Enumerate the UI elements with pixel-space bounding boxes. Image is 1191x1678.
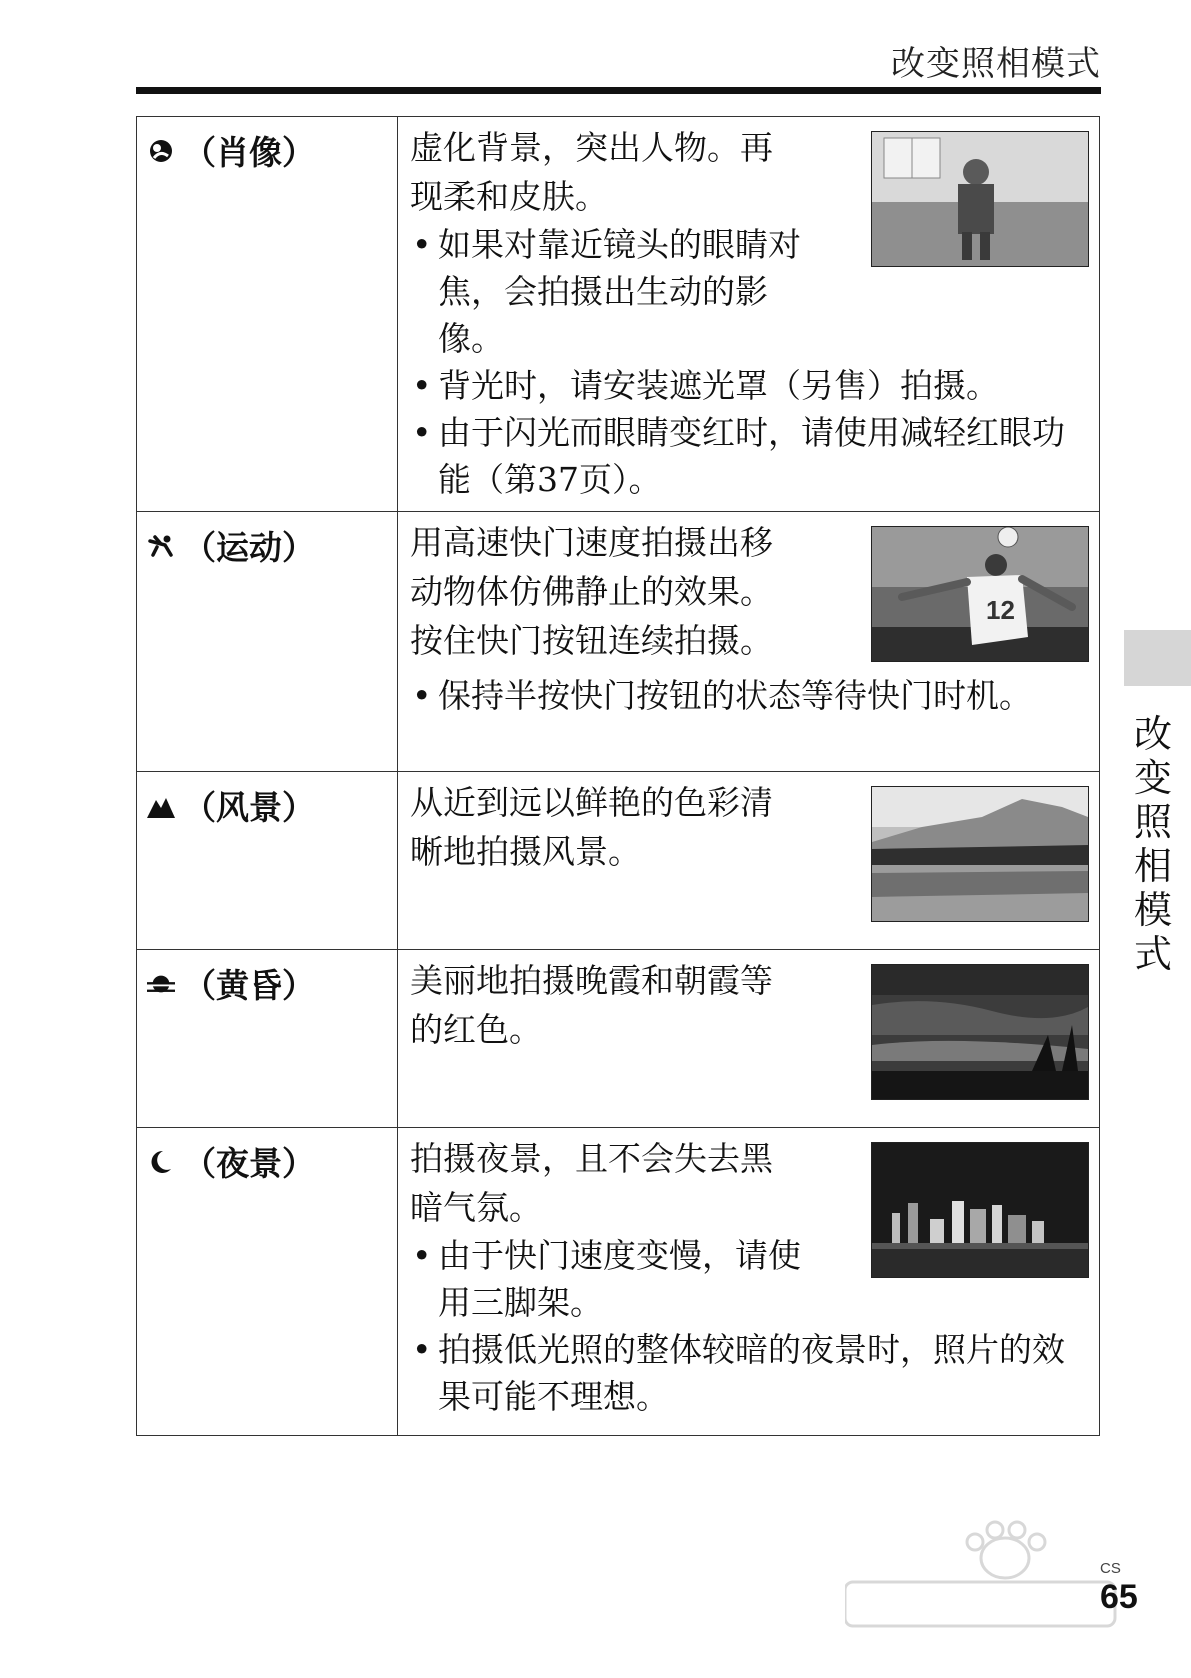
note-item: • 由于闪光而眼睛变红时，请使用减轻红眼功能（第37页）。	[410, 409, 1089, 503]
mode-row-landscape	[137, 772, 1100, 950]
mode-name: （运动）	[183, 528, 315, 567]
mode-name-cell	[137, 1128, 398, 1436]
landscape-sample-photo	[871, 786, 1089, 922]
desc-line: 暗气氛。	[410, 1188, 542, 1227]
note-item: • 拍摄低光照的整体较暗的夜景时，照片的效果可能不理想。	[410, 1326, 1089, 1420]
desc-line: 拍摄夜景，且不会失去黑	[410, 1139, 773, 1178]
side-label-char: 模	[1133, 888, 1172, 932]
watermark-logo	[845, 1520, 1135, 1660]
side-label-char: 改	[1133, 712, 1172, 756]
mode-name-cell	[137, 772, 398, 950]
mode-row-night-scene	[137, 1128, 1100, 1436]
mode-name: （风景）	[183, 788, 315, 827]
side-label-char: 相	[1133, 844, 1172, 888]
sports-icon	[147, 532, 175, 560]
mode-name: （黄昏）	[183, 966, 315, 1005]
desc-line: 虚化背景，突出人物。再	[410, 128, 773, 167]
mode-description-cell	[398, 512, 1100, 772]
desc-line: 晰地拍摄风景。	[410, 832, 641, 871]
desc-line: 从近到远以鲜艳的色彩清	[410, 783, 773, 822]
mode-description-cell	[398, 1128, 1100, 1436]
sunset-icon	[147, 970, 175, 998]
mode-name-cell	[137, 950, 398, 1128]
notes-list	[410, 672, 1089, 719]
portrait-sample-photo	[871, 131, 1089, 267]
side-label-char: 变	[1133, 756, 1172, 800]
side-label-char: 照	[1133, 800, 1172, 844]
svg-text:12: 12	[986, 595, 1015, 625]
desc-line: 美丽地拍摄晚霞和朝霞等	[410, 961, 773, 1000]
scene-modes-table	[136, 116, 1100, 1436]
header-rule	[136, 87, 1101, 94]
section-tab	[1124, 630, 1191, 686]
mode-name: （夜景）	[183, 1144, 315, 1183]
note-item: • 保持半按快门按钮的状态等待快门时机。	[410, 672, 1089, 719]
night-scene-sample-photo	[871, 1142, 1089, 1278]
mode-description-cell	[398, 772, 1100, 950]
page-header-title: 改变照相模式	[891, 44, 1101, 84]
desc-line: 现柔和皮肤。	[410, 177, 608, 216]
section-side-label	[1127, 712, 1179, 976]
side-label-char: 式	[1133, 932, 1172, 976]
sports-sample-photo	[871, 526, 1089, 662]
night-scene-icon	[147, 1148, 175, 1176]
desc-line: 用高速快门速度拍摄出移	[410, 523, 773, 562]
mode-name-cell	[137, 512, 398, 772]
mode-row-sunset	[137, 950, 1100, 1128]
mode-row-portrait	[137, 117, 1100, 512]
note-item: • 背光时，请安装遮光罩（另售）拍摄。	[410, 362, 1089, 409]
note-item: • 如果对靠近镜头的眼睛对焦，会拍摄出生动的影像。	[410, 221, 808, 362]
desc-line: 动物体仿佛静止的效果。	[410, 572, 773, 611]
mode-description-cell	[398, 950, 1100, 1128]
desc-line: 按住快门按钮连续拍摄。	[410, 621, 773, 660]
portrait-icon	[147, 137, 175, 165]
landscape-icon	[147, 792, 175, 820]
mode-name: （肖像）	[183, 133, 315, 172]
desc-line: 的红色。	[410, 1010, 542, 1049]
page-number: 65	[1100, 1578, 1138, 1616]
mode-row-sports	[137, 512, 1100, 772]
mode-name-cell	[137, 117, 398, 512]
mode-description-cell	[398, 117, 1100, 512]
sunset-sample-photo	[871, 964, 1089, 1100]
language-code: CS	[1100, 1560, 1121, 1577]
note-item: • 由于快门速度变慢，请使用三脚架。	[410, 1232, 808, 1326]
